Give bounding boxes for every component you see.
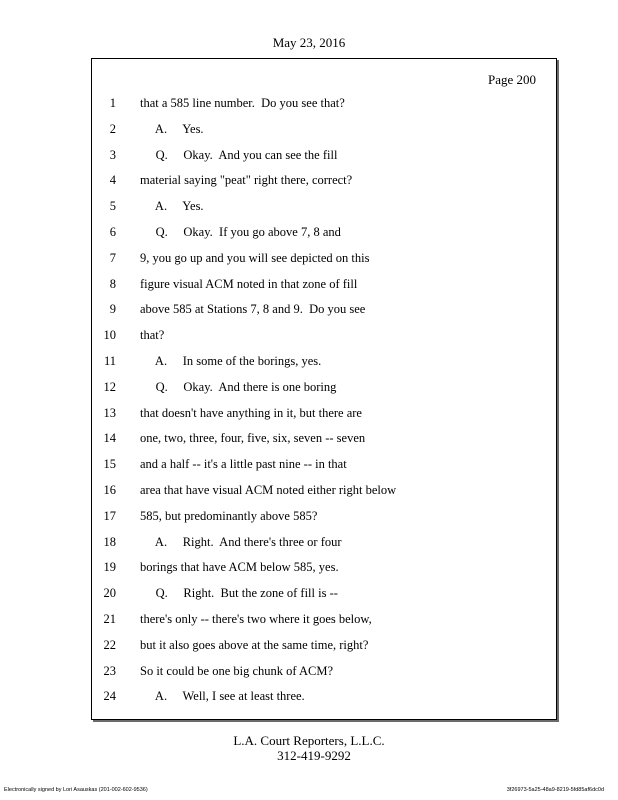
line-text: A. Yes. [140,121,204,136]
line-number: 4 [109,173,116,188]
line-number: 5 [109,199,116,214]
transcript-line [92,533,558,551]
line-number: 23 [103,663,116,678]
header-date: May 23, 2016 [272,35,346,50]
line-text: that? [140,328,165,343]
line-number: 12 [103,379,116,394]
transcript-line [92,378,558,396]
transcript-line [92,507,558,525]
line-number: 3 [109,147,116,162]
line-number: 11 [103,354,116,368]
line-text: 9, you go up and you will see depicted on this [140,250,370,265]
transcript-line [92,610,558,628]
line-text: area that have visual ACM noted either right below [140,483,397,497]
line-number: 16 [103,483,116,497]
line-text: Q. Okay. And there is one boring [140,379,337,394]
line-number: 13 [103,405,116,420]
transcript-line [92,558,558,576]
line-number: 9 [109,302,116,317]
footer-hash: 3f26973-5a25-48a9-8219-5fd85af6dc0d [506,787,604,793]
line-number: 18 [103,534,116,549]
transcript-line [92,687,558,705]
line-text: 585, but predominantly above 585? [140,508,318,523]
line-text: one, two, three, four, five, six, seven -- seven [140,431,366,446]
line-number: 15 [103,457,116,472]
transcript-line [92,326,558,344]
transcript-line [92,636,558,654]
line-text: A. Well, I see at least three. [140,689,305,704]
line-text: Q. Okay. And you can see the fill [140,147,338,162]
line-text: but it also goes above at the same time, right? [140,637,369,652]
line-text: So it could be one big chunk of ACM? [140,663,334,678]
line-number: 8 [109,276,116,291]
line-text: Q. Right. But the zone of fill is -- [140,586,338,601]
footer-phone: 312-419-9292 [277,748,351,763]
line-number: 6 [109,225,116,239]
transcript-line [92,584,558,602]
transcript-line [92,275,558,293]
transcript-line [92,455,558,473]
line-text: figure visual ACM noted in that zone of fill [140,276,358,291]
line-text: A. Right. And there's three or four [140,534,342,549]
line-number: 24 [103,689,116,704]
line-number: 22 [103,637,116,652]
transcript-line [92,249,558,267]
transcript-line [92,481,558,499]
line-text: A. Yes. [140,199,204,214]
transcript-page [91,58,557,720]
transcript-line [92,223,558,241]
line-text: that doesn't have anything in it, but there are [140,405,362,420]
line-text: Q. Okay. If you go above 7, 8 and [140,225,341,239]
transcript-line [92,352,558,370]
line-text: material saying "peat" right there, correct? [140,173,353,188]
page-number: Page 200 [487,72,536,87]
footer-reporter: L.A. Court Reporters, L.L.C. [233,733,385,748]
line-number: 17 [103,508,116,523]
line-number: 1 [109,96,116,110]
line-text: there's only -- there's two where it goes below, [140,612,372,626]
transcript-line [92,404,558,422]
line-text: borings that have ACM below 585, yes. [140,560,339,575]
line-text: above 585 at Stations 7, 8 and 9. Do you see [140,302,366,317]
line-number: 21 [103,612,116,626]
transcript-line [92,429,558,447]
footer-signature: Electronically signed by Lori Asauskas (201-002-602-9536) [4,787,148,793]
line-number: 10 [103,328,116,343]
transcript-line [92,120,558,138]
line-number: 19 [103,560,116,575]
line-text: A. In some of the borings, yes. [140,354,322,368]
line-number: 7 [109,250,116,265]
transcript-line [92,197,558,215]
line-number: 2 [109,121,116,136]
transcript-line [92,146,558,164]
transcript-line [92,300,558,318]
line-number: 20 [103,586,116,601]
line-text: and a half -- it's a little past nine -- in that [140,457,347,472]
transcript-line [92,171,558,189]
transcript-line [92,94,558,112]
line-text: that a 585 line number. Do you see that? [140,96,345,110]
transcript-line [92,662,558,680]
line-number: 14 [103,431,116,446]
